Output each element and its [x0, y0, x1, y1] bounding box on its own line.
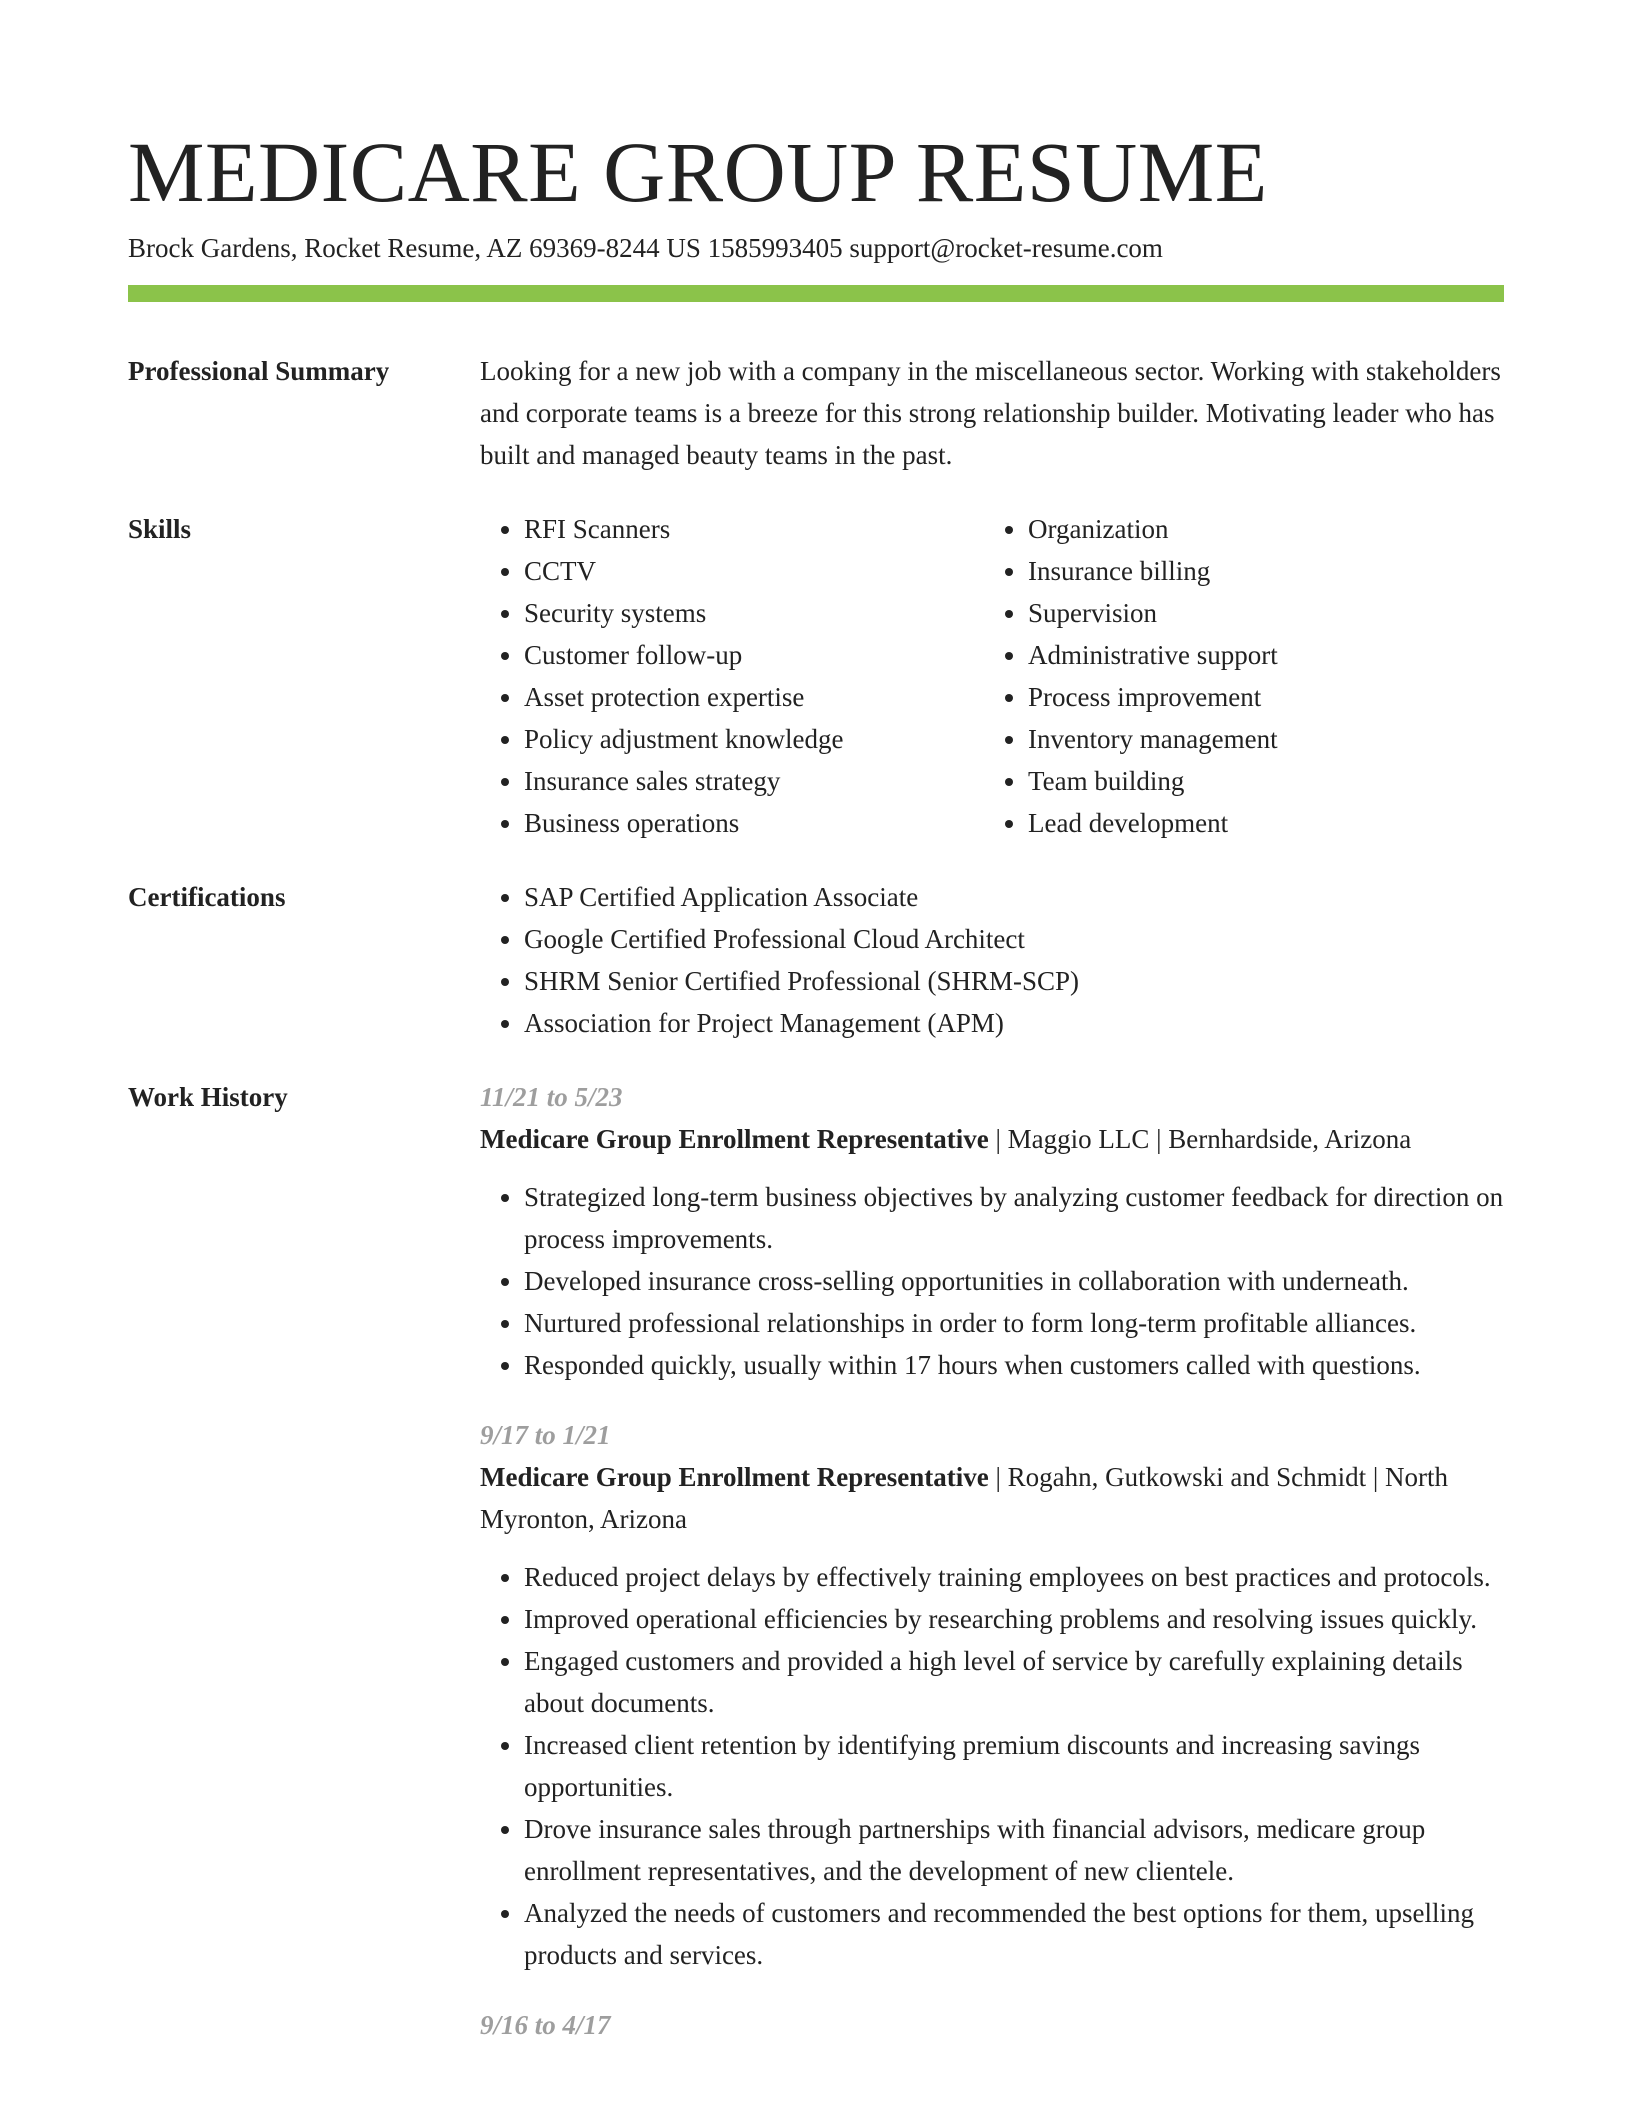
skill-item: • RFI Scanners [524, 508, 984, 550]
job-bullet: • Developed insurance cross-selling opportunities in collaboration with underneath. [524, 1260, 1504, 1302]
job-entry [480, 1076, 1504, 1386]
job-bullet: • Engaged customers and provided a high level of service by carefully explaining details about documents. [524, 1640, 1504, 1724]
contact-line: Brock Gardens, Rocket Resume, AZ 69369-8244 US 1585993405 support@rocket-resume.com [128, 233, 1163, 263]
skills-list-right [984, 508, 1488, 844]
skill-item: • Asset protection expertise [524, 676, 984, 718]
accent-divider [128, 285, 1504, 302]
job-details: | Maggio LLC | Bernhardside, Arizona [988, 1124, 1412, 1154]
certification-item: • Google Certified Professional Cloud Architect [524, 918, 1504, 960]
job-title: Medicare Group Enrollment Representative [480, 1124, 989, 1154]
skills-label: Skills [128, 514, 192, 544]
job-bullet: • Increased client retention by identifying premium discounts and increasing savings opportunities. [524, 1724, 1504, 1808]
skill-item: • CCTV [524, 550, 984, 592]
job-heading [480, 1456, 1504, 1540]
summary-label: Professional Summary [128, 356, 390, 386]
job-entry [480, 2004, 1504, 2046]
work-history-label: Work History [128, 1082, 288, 1112]
skill-item: • Insurance sales strategy [524, 760, 984, 802]
job-bullet: • Strategized long-term business objectives by analyzing customer feedback for direction on process improvements. [524, 1176, 1504, 1260]
job-bullet: • Improved operational efficiencies by researching problems and resolving issues quickly. [524, 1598, 1504, 1640]
certifications-label: Certifications [128, 882, 286, 912]
resume-title: MEDICARE GROUP RESUME [128, 124, 1268, 220]
skill-item: • Lead development [1028, 802, 1488, 844]
job-heading [480, 1118, 1504, 1160]
job-dates: 11/21 to 5/23 [480, 1082, 623, 1112]
skill-item: • Process improvement [1028, 676, 1488, 718]
skill-item: • Team building [1028, 760, 1488, 802]
skill-item: • Customer follow-up [524, 634, 984, 676]
job-bullet: • Drove insurance sales through partnerships with financial advisors, medicare group enrollment representatives, and the development of new clientele. [524, 1808, 1504, 1892]
job-details: | Rogahn, Gutkowski and Schmidt | North Myronton, Arizona [480, 1462, 1448, 1534]
skill-item: • Administrative support [1028, 634, 1488, 676]
skill-item: • Policy adjustment knowledge [524, 718, 984, 760]
job-bullets [480, 1176, 1504, 1386]
skill-item: • Inventory management [1028, 718, 1488, 760]
summary-text: Looking for a new job with a company in the miscellaneous sector. Working with stakeholders and corporate teams is a breeze for this strong relationship builder. Motivating leader who has built and managed beauty teams in the past. [480, 356, 1501, 470]
skills-list-left [480, 508, 984, 844]
certification-item: • SAP Certified Application Associate [524, 876, 1504, 918]
skill-item: • Security systems [524, 592, 984, 634]
jobs-container [480, 1076, 1504, 2074]
job-bullet: • Analyzed the needs of customers and recommended the best options for them, upselling products and services. [524, 1892, 1504, 1976]
skill-item: • Supervision [1028, 592, 1488, 634]
skill-item: • Insurance billing [1028, 550, 1488, 592]
job-bullet: • Nurtured professional relationships in order to form long-term profitable alliances. [524, 1302, 1504, 1344]
certifications-list [480, 876, 1504, 1044]
job-dates: 9/17 to 1/21 [480, 1420, 611, 1450]
certification-item: • SHRM Senior Certified Professional (SHRM-SCP) [524, 960, 1504, 1002]
certification-item: • Association for Project Management (APM) [524, 1002, 1504, 1044]
skill-item: • Business operations [524, 802, 984, 844]
job-bullets [480, 1556, 1504, 1976]
job-dates: 9/16 to 4/17 [480, 2010, 611, 2040]
skill-item: • Organization [1028, 508, 1488, 550]
job-bullet: • Reduced project delays by effectively training employees on best practices and protocols. [524, 1556, 1504, 1598]
job-entry [480, 1414, 1504, 1976]
job-bullet: • Responded quickly, usually within 17 hours when customers called with questions. [524, 1344, 1504, 1386]
job-title: Medicare Group Enrollment Representative [480, 1462, 989, 1492]
